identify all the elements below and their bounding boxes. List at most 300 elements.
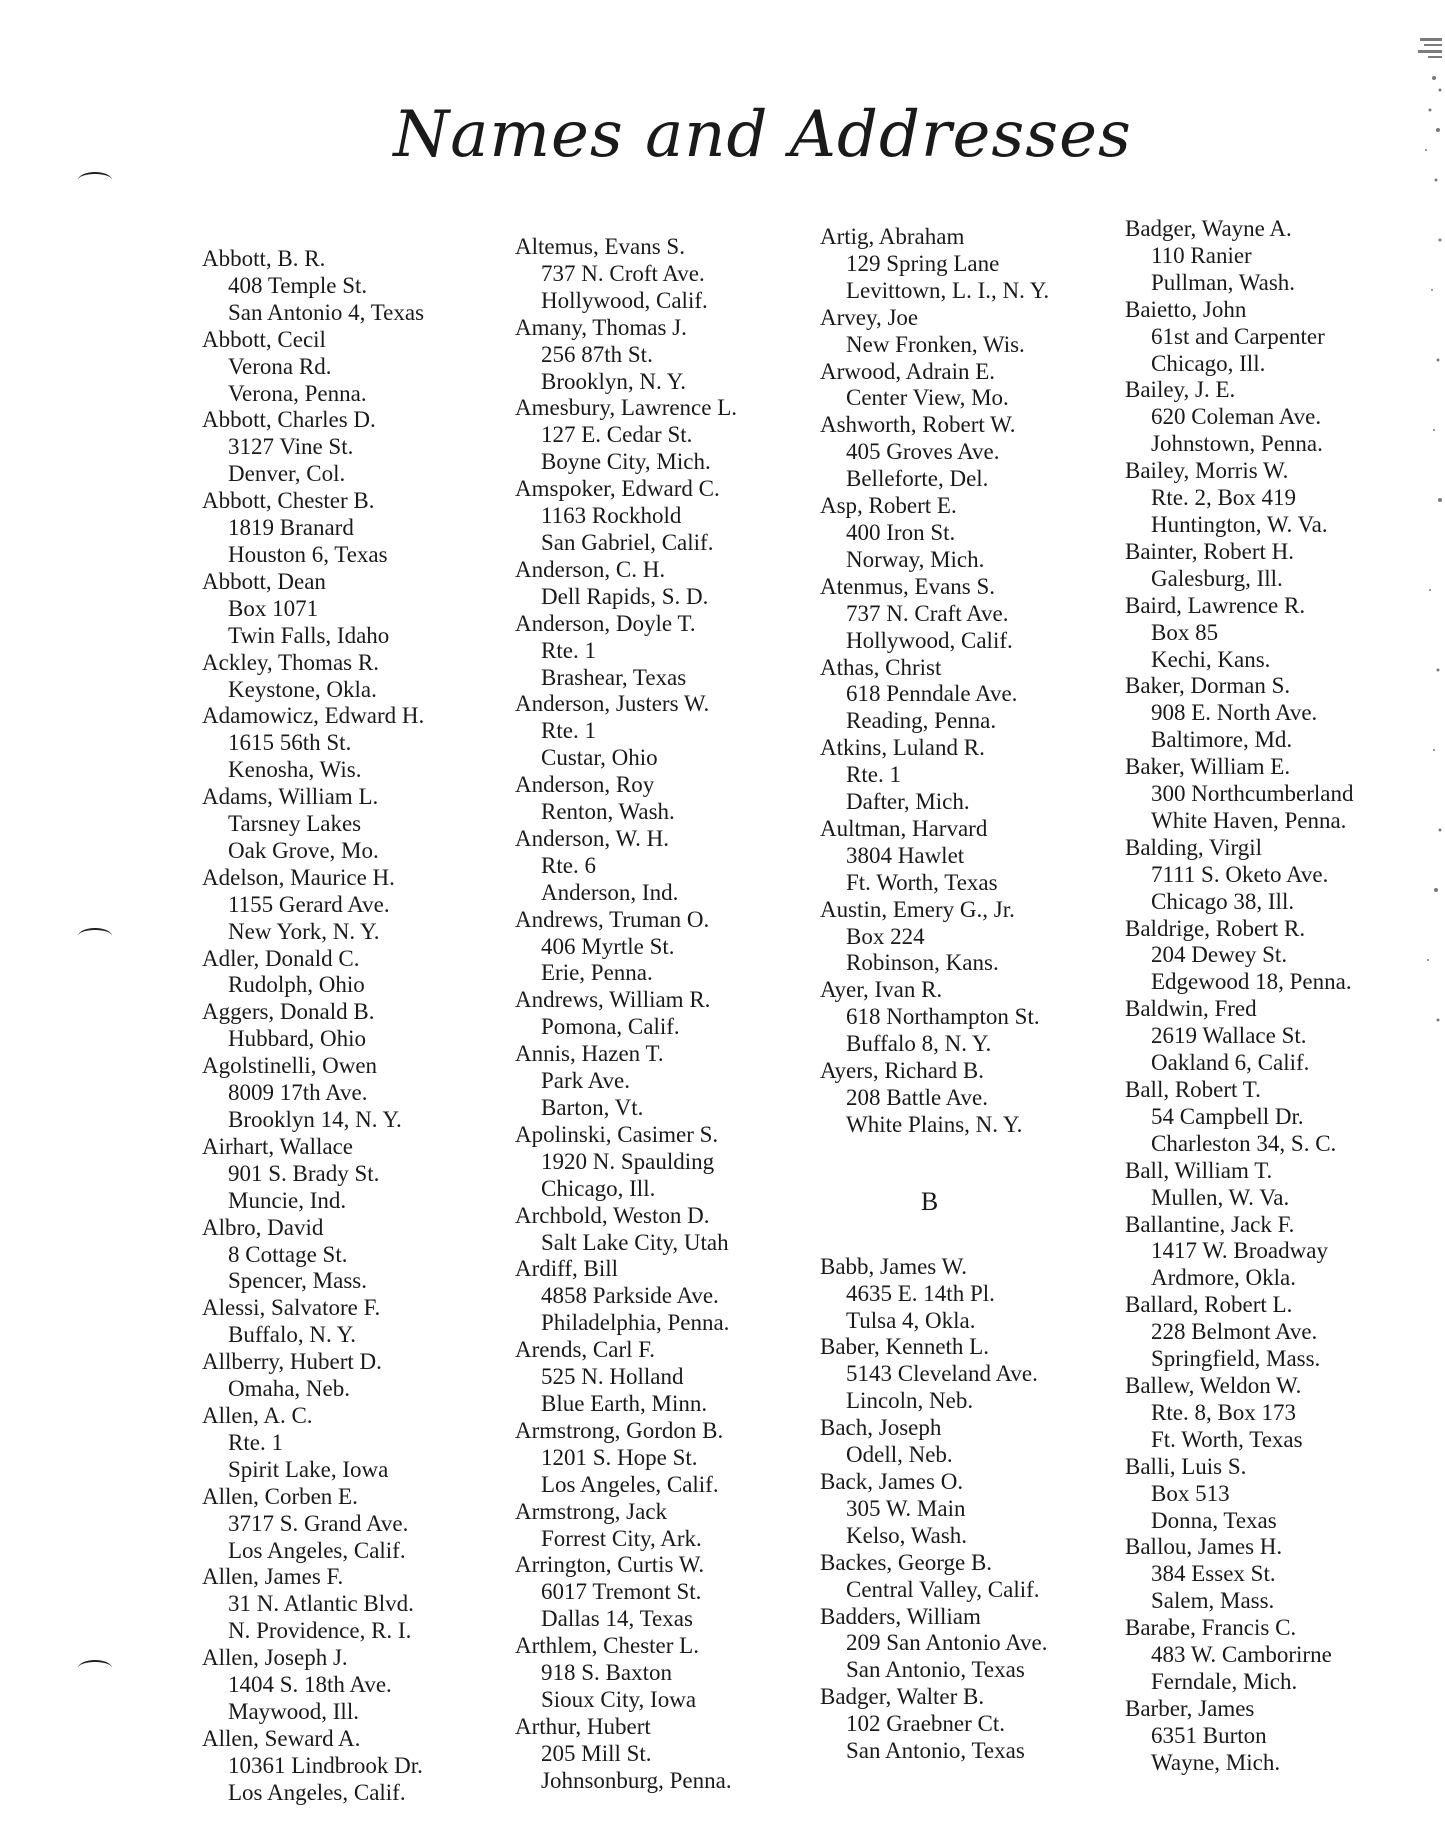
- entry-address-line: 127 E. Cedar St.: [541, 422, 693, 448]
- column-2: [515, 234, 737, 1795]
- entry-address-line: Box 224: [846, 923, 925, 949]
- entry-name: Abbott, Cecil: [202, 326, 326, 352]
- entry-name: Artig, Abraham: [820, 224, 965, 249]
- entry-address-line: Reading, Penna.: [846, 708, 997, 734]
- directory-entry: [515, 772, 737, 826]
- entry-address-line: Los Angeles, Calif.: [541, 1471, 719, 1497]
- entry-name: Allen, Corben E.: [202, 1483, 358, 1509]
- entry-name: Babb, James W.: [820, 1253, 967, 1279]
- entry-address-line: Chicago, Ill.: [541, 1175, 656, 1201]
- directory-entry: [515, 987, 737, 1041]
- entry-address-line: San Antonio, Texas: [846, 1738, 1025, 1764]
- entry-name: Ball, William T.: [1125, 1157, 1273, 1183]
- entry-name: Badders, William: [820, 1603, 981, 1629]
- directory-entry: [1125, 1454, 1353, 1535]
- entry-address-line: 400 Iron St.: [846, 519, 956, 545]
- entry-address-line: Pomona, Calif.: [541, 1014, 680, 1040]
- entry-name: Anderson, Justers W.: [515, 691, 710, 717]
- entry-name: Athas, Christ: [820, 654, 942, 680]
- entry-address-line: Tarsney Lakes: [228, 811, 362, 837]
- directory-entry: [820, 1469, 1049, 1550]
- entry-address-line: San Gabriel, Calif.: [541, 529, 714, 555]
- entry-address-line: Oak Grove, Mo.: [228, 837, 379, 863]
- entry-name: Ballantine, Jack F.: [1125, 1211, 1295, 1237]
- entry-name: Aggers, Donald B.: [202, 999, 375, 1025]
- directory-entry: [820, 1684, 1049, 1765]
- entry-name: Adamowicz, Edward H.: [202, 703, 425, 729]
- entry-name: Amesbury, Lawrence L.: [515, 395, 738, 421]
- directory-entry: [1125, 754, 1353, 835]
- directory-entry: [820, 1415, 1049, 1469]
- entry-name: Ayers, Richard B.: [820, 1058, 984, 1084]
- directory-entry: [202, 865, 424, 946]
- entry-address-line: Central Valley, Calif.: [846, 1576, 1040, 1602]
- entry-address-line: 406 Myrtle St.: [541, 933, 675, 959]
- directory-entry: [515, 395, 737, 476]
- directory-entry: [515, 826, 737, 907]
- entry-address-line: 1920 N. Spaulding: [541, 1148, 715, 1174]
- entry-name: Arthlem, Chester L.: [515, 1633, 699, 1659]
- entry-address-line: Chicago, Ill.: [1151, 350, 1266, 376]
- entry-address-line: Brooklyn 14, N. Y.: [228, 1107, 402, 1132]
- entry-address-line: 737 N. Craft Ave.: [846, 600, 1009, 626]
- entry-name: Arthur, Hubert: [515, 1713, 651, 1739]
- directory-entry: [202, 569, 424, 650]
- directory-entry: [515, 557, 737, 611]
- entry-name: Back, James O.: [820, 1468, 964, 1494]
- directory-entry: [820, 493, 1049, 574]
- directory-entry: [515, 476, 737, 557]
- entry-name: Amany, Thomas J.: [515, 314, 687, 340]
- entry-address-line: Rte. 1: [228, 1429, 283, 1455]
- entry-address-line: 61st and Carpenter: [1151, 323, 1325, 349]
- entry-name: Bainter, Robert H.: [1125, 538, 1294, 564]
- punch-mark: [78, 172, 112, 188]
- entry-name: Anderson, Roy: [515, 772, 655, 798]
- entry-address-line: 305 W. Main: [846, 1495, 966, 1521]
- directory-entry: [515, 1122, 737, 1203]
- directory-entry: [820, 574, 1049, 655]
- entry-address-line: 300 Northcumberland: [1151, 781, 1354, 807]
- directory-entry: [202, 1295, 424, 1349]
- entry-name: Anderson, C. H.: [515, 556, 666, 582]
- entry-address-line: Rte. 8, Box 173: [1151, 1399, 1297, 1425]
- entry-address-line: Rte. 1: [541, 718, 596, 744]
- directory-entry: [515, 1633, 737, 1714]
- entry-address-line: Kenosha, Wis.: [228, 757, 362, 783]
- entry-name: Baietto, John: [1125, 296, 1247, 322]
- entry-address-line: Box 85: [1151, 619, 1219, 645]
- entry-name: Airhart, Wallace: [202, 1133, 353, 1159]
- directory-entry: [1125, 1158, 1353, 1212]
- entry-address-line: Wayne, Mich.: [1151, 1749, 1281, 1775]
- directory-entry: [202, 1564, 424, 1645]
- entry-address-line: 1163 Rockhold: [541, 503, 682, 529]
- entry-address-line: White Haven, Penna.: [1151, 807, 1347, 833]
- directory-entry: [515, 1203, 737, 1257]
- directory-entry: [820, 412, 1049, 493]
- entry-name: Ball, Robert T.: [1125, 1077, 1261, 1102]
- entry-name: Badger, Walter B.: [820, 1684, 985, 1710]
- entry-name: Abbott, Dean: [202, 568, 326, 594]
- entry-address-line: Ardmore, Okla.: [1151, 1265, 1296, 1291]
- entry-address-line: Erie, Penna.: [541, 960, 653, 986]
- entry-address-line: Keystone, Okla.: [228, 676, 377, 702]
- entry-address-line: Muncie, Ind.: [228, 1187, 347, 1213]
- entry-address-line: Anderson, Ind.: [541, 879, 679, 905]
- entry-name: Balli, Luis S.: [1125, 1453, 1247, 1479]
- punch-mark: [78, 1660, 112, 1676]
- entry-name: Archbold, Weston D.: [515, 1202, 710, 1228]
- directory-entry: [202, 1053, 424, 1134]
- entry-address-line: 102 Graebner Ct.: [846, 1711, 1006, 1737]
- directory-entry: [1125, 1696, 1353, 1777]
- entry-address-line: Rte. 1: [541, 637, 596, 663]
- entry-name: Baker, William E.: [1125, 754, 1291, 780]
- entry-address-line: 1819 Branard: [228, 515, 354, 541]
- directory-entry: [1125, 1373, 1353, 1454]
- entry-name: Annis, Hazen T.: [515, 1041, 664, 1067]
- entry-address-line: Brashear, Texas: [541, 664, 687, 690]
- entry-address-line: 10361 Lindbrook Dr.: [228, 1752, 423, 1778]
- entry-address-line: 3804 Hawlet: [846, 842, 965, 868]
- directory-entry: [820, 1604, 1049, 1685]
- entry-address-line: Park Ave.: [541, 1068, 631, 1094]
- entry-address-line: 3717 S. Grand Ave.: [228, 1510, 409, 1536]
- directory-entry: [515, 611, 737, 692]
- entry-address-line: Los Angeles, Calif.: [228, 1779, 406, 1805]
- entry-name: Arends, Carl F.: [515, 1337, 655, 1363]
- scan-noise-icon: [1390, 30, 1445, 1080]
- entry-name: Ashworth, Robert W.: [820, 412, 1016, 438]
- entry-address-line: 908 E. North Ave.: [1151, 700, 1318, 726]
- entry-name: Agolstinelli, Owen: [202, 1053, 378, 1079]
- entry-address-line: 1615 56th St.: [228, 730, 352, 756]
- entry-address-line: 737 N. Croft Ave.: [541, 260, 705, 286]
- entry-address-line: Buffalo 8, N. Y.: [846, 1031, 992, 1057]
- entry-address-line: Sioux City, Iowa: [541, 1686, 697, 1712]
- directory-entry: [1125, 673, 1353, 754]
- entry-name: Apolinski, Casimer S.: [515, 1121, 719, 1147]
- directory-entry: [515, 1041, 737, 1122]
- directory-entry: [820, 655, 1049, 736]
- directory-entry: [820, 1550, 1049, 1604]
- entry-address-line: 7111 S. Oketo Ave.: [1151, 861, 1329, 887]
- entry-address-line: Odell, Neb.: [846, 1442, 953, 1468]
- column-1: [202, 246, 424, 1807]
- entry-name: Ballew, Weldon W.: [1125, 1372, 1302, 1398]
- directory-entry: [515, 1499, 737, 1553]
- entry-name: Baber, Kenneth L.: [820, 1334, 989, 1360]
- entry-address-line: 620 Coleman Ave.: [1151, 404, 1322, 430]
- entry-address-line: 901 S. Brady St.: [228, 1160, 380, 1186]
- entry-address-line: Belleforte, Del.: [846, 466, 989, 492]
- entry-address-line: 918 S. Baxton: [541, 1660, 672, 1686]
- entry-address-line: Forrest City, Ark.: [541, 1525, 702, 1551]
- entry-address-line: 208 Battle Ave.: [846, 1085, 989, 1110]
- directory-entry: [1125, 1534, 1353, 1615]
- entry-address-line: 408 Temple St.: [228, 272, 368, 298]
- entry-name: Anderson, W. H.: [515, 825, 669, 851]
- entry-address-line: Rte. 6: [541, 852, 596, 878]
- entry-address-line: Dafter, Mich.: [846, 789, 970, 815]
- entry-name: Alessi, Salvatore F.: [202, 1295, 381, 1321]
- entry-name: Baldwin, Fred: [1125, 996, 1257, 1022]
- entry-name: Arvey, Joe: [820, 304, 919, 330]
- entry-address-line: Galesburg, Ill.: [1151, 565, 1283, 591]
- entry-address-line: 5143 Cleveland Ave.: [846, 1361, 1038, 1387]
- entry-address-line: Donna, Texas: [1151, 1507, 1277, 1533]
- entry-name: Balding, Virgil: [1125, 834, 1263, 860]
- entry-address-line: 129 Spring Lane: [846, 250, 1000, 276]
- entry-address-line: Ft. Worth, Texas: [1151, 1426, 1303, 1452]
- directory-entry: [202, 1349, 424, 1403]
- entry-name: Arrington, Curtis W.: [515, 1552, 705, 1578]
- entry-name: Adelson, Maurice H.: [202, 864, 395, 890]
- entry-name: Allberry, Hubert D.: [202, 1349, 382, 1375]
- entry-address-line: Salt Lake City, Utah: [541, 1229, 729, 1255]
- entry-address-line: Twin Falls, Idaho: [228, 622, 390, 648]
- directory-entry: [1125, 1212, 1353, 1293]
- entry-address-line: Ft. Worth, Texas: [846, 869, 998, 895]
- directory-entry: [1125, 593, 1353, 674]
- entry-name: Ballard, Robert L.: [1125, 1292, 1293, 1318]
- directory-entry: [820, 1254, 1049, 1335]
- entry-name: Aultman, Harvard: [820, 815, 988, 841]
- entry-name: Allen, Seward A.: [202, 1725, 361, 1751]
- entry-address-line: 483 W. Camborirne: [1151, 1642, 1332, 1668]
- entry-address-line: Hubbard, Ohio: [228, 1026, 366, 1052]
- entry-address-line: Renton, Wash.: [541, 799, 675, 825]
- entry-address-line: 8 Cottage St.: [228, 1241, 348, 1267]
- entry-name: Asp, Robert E.: [820, 493, 957, 519]
- entry-name: Backes, George B.: [820, 1549, 993, 1575]
- entry-address-line: Huntington, W. Va.: [1151, 511, 1328, 537]
- entry-address-line: Salem, Mass.: [1151, 1588, 1275, 1614]
- entry-address-line: 1201 S. Hope St.: [541, 1444, 698, 1470]
- entry-name: Allen, A. C.: [202, 1402, 313, 1428]
- directory-entry: [515, 1256, 737, 1337]
- directory-entry: [820, 1058, 1049, 1139]
- entry-address-line: Johnstown, Penna.: [1151, 431, 1323, 457]
- entry-address-line: Rte. 1: [846, 762, 901, 788]
- entry-address-line: Houston 6, Texas: [228, 541, 388, 567]
- entry-address-line: New Fronken, Wis.: [846, 331, 1025, 357]
- entry-name: Amspoker, Edward C.: [515, 476, 720, 502]
- entry-address-line: 228 Belmont Ave.: [1151, 1319, 1318, 1345]
- entry-name: Ayer, Ivan R.: [820, 977, 943, 1003]
- entry-name: Abbott, B. R.: [202, 246, 326, 271]
- entry-address-line: 110 Ranier: [1151, 242, 1252, 268]
- entry-address-line: Kechi, Kans.: [1151, 646, 1271, 672]
- page-title: Names and Addresses: [393, 98, 1132, 172]
- entry-address-line: 31 N. Atlantic Blvd.: [228, 1591, 414, 1617]
- directory-entry: [515, 1418, 737, 1499]
- entry-address-line: Philadelphia, Penna.: [541, 1310, 730, 1336]
- entry-address-line: New York, N. Y.: [228, 918, 380, 944]
- entry-address-line: 205 Mill St.: [541, 1740, 652, 1766]
- entry-address-line: Spencer, Mass.: [228, 1268, 367, 1294]
- directory-entry: [515, 1714, 737, 1795]
- entry-name: Albro, David: [202, 1214, 324, 1240]
- directory-entry: [202, 1645, 424, 1726]
- entry-address-line: Baltimore, Md.: [1151, 727, 1293, 753]
- entry-name: Baird, Lawrence R.: [1125, 592, 1306, 618]
- entry-address-line: Kelso, Wash.: [846, 1522, 968, 1548]
- entry-address-line: Center View, Mo.: [846, 385, 1009, 411]
- entry-name: Barabe, Francis C.: [1125, 1615, 1297, 1641]
- entry-name: Baldrige, Robert R.: [1125, 915, 1306, 941]
- directory-entry: [1125, 297, 1353, 378]
- directory-entry: [515, 234, 737, 315]
- directory-entry: [202, 1403, 424, 1484]
- entry-address-line: Johnsonburg, Penna.: [541, 1767, 732, 1793]
- entry-address-line: 1417 W. Broadway: [1151, 1238, 1328, 1264]
- entry-address-line: Edgewood 18, Penna.: [1151, 969, 1352, 995]
- directory-entry: [820, 224, 1049, 305]
- entry-address-line: Box 1071: [228, 595, 319, 621]
- entry-name: Allen, James F.: [202, 1564, 344, 1590]
- directory-entry: [1125, 539, 1353, 593]
- entry-address-line: San Antonio 4, Texas: [228, 299, 425, 325]
- entry-name: Arwood, Adrain E.: [820, 358, 996, 384]
- directory-entry: [202, 703, 424, 784]
- entry-address-line: Barton, Vt.: [541, 1095, 644, 1120]
- entry-address-line: Rte. 2, Box 419: [1151, 485, 1297, 511]
- directory-entry: [1125, 835, 1353, 916]
- directory-entry: [820, 735, 1049, 816]
- entry-name: Bach, Joseph: [820, 1415, 942, 1441]
- entry-address-line: Tulsa 4, Okla.: [846, 1307, 976, 1333]
- entry-address-line: 405 Groves Ave.: [846, 439, 1000, 465]
- directory-entry: [202, 327, 424, 408]
- entry-address-line: Buffalo, N. Y.: [228, 1322, 356, 1348]
- directory-entry: [820, 897, 1049, 978]
- entry-address-line: Verona Rd.: [228, 353, 332, 379]
- directory-entry: [202, 488, 424, 569]
- entry-name: Adler, Donald C.: [202, 945, 360, 971]
- directory-entry: [1125, 1077, 1353, 1158]
- entry-name: Andrews, William R.: [515, 987, 711, 1013]
- entry-address-line: Spirit Lake, Iowa: [228, 1456, 389, 1482]
- column-3: [820, 224, 1049, 1765]
- entry-address-line: Norway, Mich.: [846, 546, 985, 572]
- entry-address-line: 618 Penndale Ave.: [846, 681, 1018, 707]
- entry-address-line: Chicago 38, Ill.: [1151, 888, 1295, 914]
- entry-address-line: Oakland 6, Calif.: [1151, 1050, 1310, 1076]
- entry-name: Badger, Wayne A.: [1125, 216, 1292, 241]
- entry-address-line: Denver, Col.: [228, 461, 346, 487]
- directory-entry: [820, 816, 1049, 897]
- entry-address-line: Boyne City, Mich.: [541, 449, 711, 475]
- directory-entry: [1125, 916, 1353, 997]
- entry-name: Ackley, Thomas R.: [202, 649, 379, 675]
- entry-address-line: 6351 Burton: [1151, 1722, 1267, 1748]
- directory-entry: [515, 1337, 737, 1418]
- entry-name: Armstrong, Gordon B.: [515, 1417, 724, 1443]
- column-4: [1125, 216, 1353, 1777]
- entry-address-line: 4635 E. 14th Pl.: [846, 1280, 995, 1306]
- entry-address-line: Blue Earth, Minn.: [541, 1390, 708, 1416]
- directory-entry: [202, 1726, 424, 1807]
- directory-entry: [820, 1334, 1049, 1415]
- directory-entry: [1125, 1292, 1353, 1373]
- directory-entry: [515, 907, 737, 988]
- entry-address-line: San Antonio, Texas: [846, 1657, 1025, 1683]
- entry-address-line: Springfield, Mass.: [1151, 1346, 1321, 1372]
- entry-address-line: Mullen, W. Va.: [1151, 1184, 1290, 1210]
- entry-name: Allen, Joseph J.: [202, 1645, 348, 1671]
- entry-name: Abbott, Charles D.: [202, 407, 376, 433]
- entry-name: Anderson, Doyle T.: [515, 610, 696, 636]
- entry-address-line: Hollywood, Calif.: [846, 627, 1013, 653]
- directory-entry: [515, 1552, 737, 1633]
- entry-address-line: 3127 Vine St.: [228, 434, 354, 460]
- entry-address-line: Verona, Penna.: [228, 380, 367, 406]
- entry-name: Armstrong, Jack: [515, 1498, 668, 1524]
- entry-address-line: 209 San Antonio Ave.: [846, 1630, 1048, 1656]
- directory-entry: [202, 407, 424, 488]
- directory-entry: [515, 691, 737, 772]
- entry-address-line: Hollywood, Calif.: [541, 287, 708, 313]
- entry-name: Atkins, Luland R.: [820, 735, 985, 761]
- directory-entry: [820, 977, 1049, 1058]
- entry-address-line: 1404 S. 18th Ave.: [228, 1672, 392, 1698]
- entry-name: Adams, William L.: [202, 784, 379, 810]
- directory-entry: [515, 315, 737, 396]
- entry-address-line: Custar, Ohio: [541, 745, 658, 771]
- entry-name: Atenmus, Evans S.: [820, 573, 996, 599]
- directory-entry: [202, 1215, 424, 1296]
- entry-address-line: 256 87th St.: [541, 341, 653, 367]
- directory-entry: [202, 1134, 424, 1215]
- entry-name: Altemus, Evans S.: [515, 234, 685, 259]
- directory-entry: [202, 946, 424, 1000]
- entry-name: Bailey, J. E.: [1125, 377, 1236, 403]
- directory-entry: [1125, 1615, 1353, 1696]
- entry-address-line: Dell Rapids, S. D.: [541, 583, 709, 609]
- directory-entry: [820, 359, 1049, 413]
- entry-name: Ardiff, Bill: [515, 1256, 619, 1282]
- directory-entry: [202, 1484, 424, 1565]
- entry-address-line: 525 N. Holland: [541, 1364, 684, 1390]
- entry-address-line: Los Angeles, Calif.: [228, 1537, 406, 1563]
- entry-address-line: Box 513: [1151, 1480, 1230, 1506]
- entry-address-line: 54 Campbell Dr.: [1151, 1103, 1304, 1129]
- entry-address-line: Ferndale, Mich.: [1151, 1668, 1298, 1694]
- directory-entry: [202, 999, 424, 1053]
- entry-address-line: Maywood, Ill.: [228, 1698, 359, 1724]
- entry-address-line: Charleston 34, S. C.: [1151, 1130, 1337, 1156]
- entry-address-line: White Plains, N. Y.: [846, 1111, 1023, 1137]
- directory-entry: [1125, 458, 1353, 539]
- entry-address-line: Lincoln, Neb.: [846, 1388, 974, 1414]
- directory-entry: [1125, 216, 1353, 297]
- punch-mark: [78, 928, 112, 944]
- entry-address-line: N. Providence, R. I.: [228, 1618, 412, 1644]
- entry-address-line: Robinson, Kans.: [846, 950, 999, 976]
- entry-address-line: 6017 Tremont St.: [541, 1579, 702, 1605]
- directory-entry: [820, 305, 1049, 359]
- entry-name: Ballou, James H.: [1125, 1534, 1283, 1560]
- directory-entry: [202, 784, 424, 865]
- entry-address-line: Levittown, L. I., N. Y.: [846, 277, 1050, 303]
- section-letter: B: [920, 1186, 939, 1216]
- entry-address-line: Omaha, Neb.: [228, 1376, 350, 1402]
- entry-address-line: 1155 Gerard Ave.: [228, 891, 390, 917]
- entry-address-line: 4858 Parkside Ave.: [541, 1283, 719, 1309]
- entry-address-line: 618 Northampton St.: [846, 1004, 1040, 1030]
